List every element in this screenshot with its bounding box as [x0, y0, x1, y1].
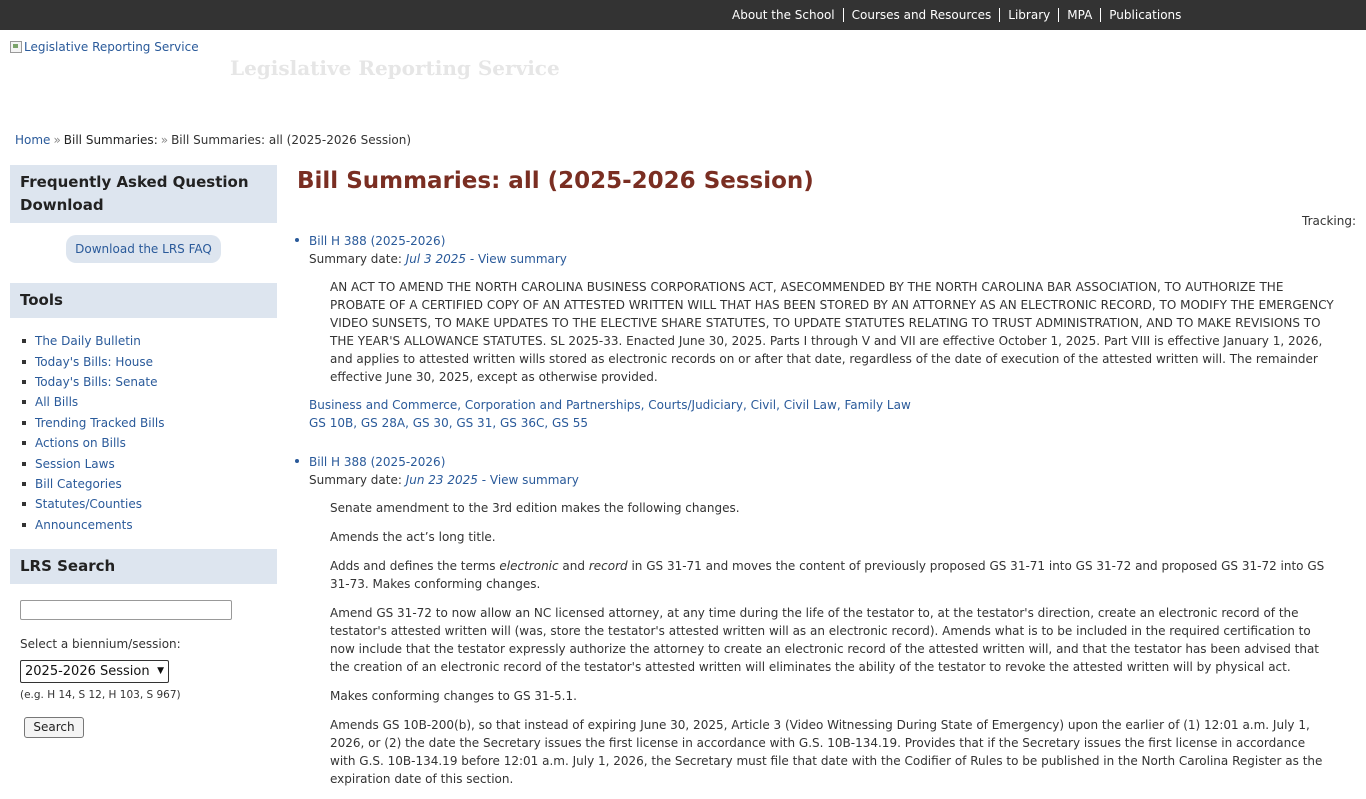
bill-title-link[interactable]: Bill H 388 (2025-2026) — [309, 455, 446, 469]
tool-link-todays-bills-house[interactable]: Today's Bills: House — [35, 354, 154, 369]
bullet-icon — [22, 482, 26, 486]
search-button[interactable]: Search — [24, 717, 84, 738]
bullet-icon — [22, 360, 26, 364]
download-faq-button[interactable]: Download the LRS FAQ — [66, 235, 221, 263]
list-item — [22, 515, 277, 535]
list-item — [22, 433, 277, 453]
bullet-icon — [22, 400, 26, 404]
faq-button-wrap — [10, 223, 277, 283]
summary-date-label: Summary date: — [309, 473, 402, 487]
emphasis-term: electronic — [499, 559, 559, 573]
session-select-value: 2025-2026 Session — [25, 663, 150, 679]
breadcrumb-separator: » — [160, 133, 169, 147]
summary-date-label: Summary date: — [309, 252, 402, 266]
breadcrumb-home[interactable]: Home — [15, 133, 51, 147]
summary-date: Jun 23 2025 — [405, 473, 478, 487]
session-select[interactable] — [20, 660, 169, 683]
summary-date-line — [309, 471, 1334, 489]
tracking-label: Tracking: — [1302, 214, 1356, 228]
breadcrumb-parent: Bill Summaries: — [63, 133, 158, 147]
tool-link-session-laws[interactable]: Session Laws — [35, 456, 115, 471]
summary-paragraph: AN ACT TO AMEND THE NORTH CAROLINA BUSINESS CORPORATIONS ACT, ASECOMMENDED BY THE NORTH CAROLINA BAR ASSOCIATION, TO AUTHORIZE THE PROBATE OF A CERTIFIED COPY OF AN ATTESTED WRITTEN WILL THAT HAS BEEN STORED BY AN ATTORNEY AS AN ELECTRONIC RECORD, TO MODIFY THE EMERGENCY VIDEO SUNSETS, TO MAKE UPDATES TO THE ELECTIVE SHARE STATUTES, TO UPDATE STATUTES RELATING TO TRUST ADMINISTRATION, AND TO MAKE REVISIONS TO THE YEAR'S ALLOWANCE STATUTES. SL 2025-33. Enacted June 30, 2025. Parts I through V and VII are effective October 1, 2025. Part VIII is effective January 1, 2026, and applies to attested written wills stored as electronic records on or after that date, regardless of the date of execution of the attested written will. The remainder effective June 30, 2025, except as otherwise provided. — [330, 280, 1334, 384]
breadcrumb — [15, 133, 411, 147]
breadcrumb-current: Bill Summaries: all (2025-2026 Session) — [171, 133, 412, 147]
top-nav — [724, 0, 1189, 30]
view-summary-link[interactable]: - View summary — [469, 252, 567, 266]
lrs-search-heading: LRS Search — [10, 549, 277, 584]
tool-link-statutes-counties[interactable]: Statutes/Counties — [35, 497, 142, 512]
list-item — [22, 413, 277, 433]
summary-paragraph — [330, 557, 1334, 593]
list-item — [22, 494, 277, 514]
tool-link-trending-tracked-bills[interactable]: Trending Tracked Bills — [35, 415, 165, 430]
nav-library[interactable]: Library — [999, 8, 1058, 22]
nav-courses-and-resources[interactable]: Courses and Resources — [843, 8, 1000, 22]
bullet-icon — [22, 339, 26, 343]
bullet-icon — [22, 462, 26, 466]
bill-categories-links[interactable]: Business and Commerce, Corporation and Partnerships, Courts/Judiciary, Civil, Civil Law, Family Law — [309, 398, 911, 412]
search-form — [10, 584, 277, 754]
logo-alt-text: Legislative Reporting Service — [24, 40, 199, 54]
tool-link-actions-on-bills[interactable]: Actions on Bills — [35, 436, 126, 451]
nav-mpa[interactable]: MPA — [1058, 8, 1100, 22]
list-item — [22, 372, 277, 392]
summary-paragraph: Amends GS 10B-200(b), so that instead of expiring June 30, 2025, Article 3 (Video Witnessing During State of Emergency) upon the earlier of (1) 12:01 a.m. July 1, 2026, or (2) the date the Secretary issues the first license in accordance with G.S. 10B-134.19. Provides that if the Secretary issues the first license in accordance with G.S. 10B-134.19 before 12:01 a.m. July 1, 2026, the Secretary must file that date with the Codifier of Rules to be published in the North Carolina Register as the expiration date of this section. — [330, 718, 1323, 786]
nav-about-the-school[interactable]: About the School — [732, 8, 835, 22]
bullet-icon — [22, 441, 26, 445]
summary-date-line — [309, 250, 1334, 268]
tool-link-todays-bills-senate[interactable]: Today's Bills: Senate — [35, 374, 158, 389]
bill-statutes-links[interactable]: GS 10B, GS 28A, GS 30, GS 31, GS 36C, GS 55 — [309, 416, 588, 430]
chevron-down-icon: ▼ — [157, 666, 164, 677]
summary-paragraph: Amend GS 31-72 to now allow an NC licensed attorney, at any time during the life of the testator to, at the testator's direction, create an electronic record of the testator's attested written will (was, store the testator's attested written will as an electronic record). Amends what is to be included in the required certification to now include that the testator expressly authorize the attorney to create an electronic record of the attested written will, and that the testator has been advised that the creation of an electronic record of the testator's attested written will eliminates the ability of the testator to revoke the attested written will by physical act. — [330, 606, 1320, 674]
page-title: Bill Summaries: all (2025-2026 Session) — [297, 168, 814, 194]
summary-paragraph: Amends the act’s long title. — [330, 530, 496, 544]
site-logo-link[interactable] — [10, 40, 199, 54]
bullet-icon — [295, 459, 299, 463]
list-item — [22, 351, 277, 371]
bullet-icon — [22, 502, 26, 506]
summary-paragraph: Makes conforming changes to GS 31-5.1. — [330, 689, 577, 703]
emphasis-term: record — [588, 559, 628, 573]
summary-body — [309, 278, 1334, 386]
bullet-icon — [295, 238, 299, 242]
bill-tags — [309, 396, 1334, 432]
bullet-icon — [22, 380, 26, 384]
text-span: in GS 31-71 and moves the content of previously proposed GS 31-71 into GS 31-72 and proposed GS 31-72 into GS 31-73. Makes conforming changes. — [330, 559, 1325, 591]
site-title: Legislative Reporting Service — [230, 56, 560, 80]
sidebar — [10, 165, 277, 754]
bullet-icon — [22, 523, 26, 527]
list-item — [22, 453, 277, 473]
breadcrumb-separator: » — [53, 133, 61, 147]
list-item — [294, 232, 1334, 432]
search-input[interactable] — [20, 600, 232, 620]
tools-list — [10, 318, 277, 549]
text-span: Adds and defines the terms — [330, 559, 500, 573]
top-navigation-bar — [0, 0, 1366, 30]
summary-body — [309, 499, 1334, 788]
bill-summaries-list — [294, 232, 1334, 799]
list-item — [22, 392, 277, 412]
session-select-label: Select a biennium/session: — [20, 636, 181, 651]
text-span: and — [558, 559, 589, 573]
tool-link-daily-bulletin[interactable]: The Daily Bulletin — [35, 334, 141, 349]
summary-date: Jul 3 2025 — [405, 252, 467, 266]
tools-heading: Tools — [10, 283, 277, 318]
faq-heading: Frequently Asked Question Download — [10, 165, 277, 223]
nav-publications[interactable]: Publications — [1100, 8, 1189, 22]
bullet-icon — [22, 421, 26, 425]
tool-link-all-bills[interactable]: All Bills — [35, 395, 79, 410]
broken-image-icon — [10, 41, 22, 53]
list-item — [22, 474, 277, 494]
view-summary-link[interactable]: - View summary — [481, 473, 579, 487]
list-item — [22, 331, 277, 351]
summary-paragraph: Senate amendment to the 3rd edition makes the following changes. — [330, 501, 740, 515]
list-item — [294, 453, 1334, 788]
tool-link-bill-categories[interactable]: Bill Categories — [35, 476, 122, 491]
bill-title-link[interactable]: Bill H 388 (2025-2026) — [309, 234, 446, 248]
tool-link-announcements[interactable]: Announcements — [35, 517, 133, 532]
search-hint: (e.g. H 14, S 12, H 103, S 967) — [20, 688, 181, 701]
